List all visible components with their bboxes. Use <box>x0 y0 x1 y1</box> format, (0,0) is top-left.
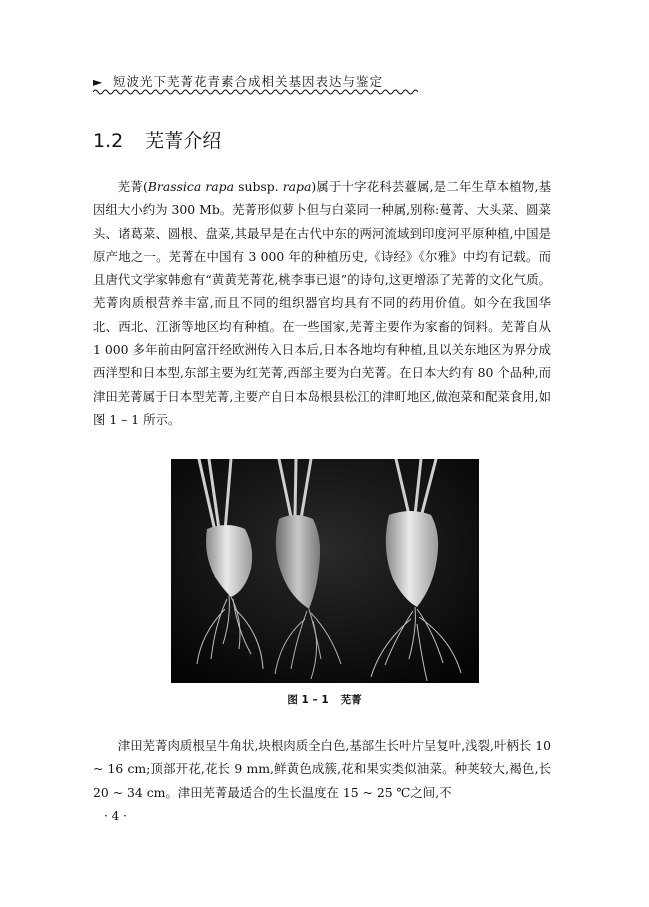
header-arrow-icon: ► <box>93 75 103 89</box>
section-heading <box>93 128 221 154</box>
figure-caption <box>0 693 649 707</box>
figure-caption-text: 芜菁 <box>340 694 362 706</box>
para1-text-b: )属于十字花科芸薹属,是二年生草本植物,基因组大小约为 300 Mb。芜菁形似萝卜但与白菜同一种属,别称:蔓菁、大头菜、圆菜头、诸葛菜、圆根、盘菜,其最早是在古代中东的两河流域到印度河平原种植,中国是原产地之一。芜菁在中国有 3 000 年的种植历史,《诗经》《尔雅》中均有记载。而且唐代文学家韩愈有“黄黄芜菁花,桃李事已退”的诗句,这更增添了芜菁的文化气质。芜菁肉质根营养丰富,而且不同的组织器官均具有不同的药用价值。如今在我国华北、西北、江浙等地区均有种植。在一些国家,芜菁主要作为家畜的饲料。芜菁自从 1 000 多年前由阿富汗经欧洲传入日本后,日本各地均有种植,且以关东地区为界分成西洋型和日本型,东部主要为红芜菁,西部主要为白芜菁。在日本大约有 80 个品种,而津田芜菁属于日本型芜菁,主要产自日本岛根县松江的津町地区,做泡菜和配菜食用,如图 1 – 1 所示。 <box>93 179 551 427</box>
turnip-photo <box>171 459 479 683</box>
para1-latin-subspecies: rapa <box>282 179 312 194</box>
section-number: 1.2 <box>93 130 124 152</box>
body-paragraph-1 <box>93 175 551 437</box>
para1-text-subsp: subsp. <box>233 179 283 194</box>
para1-latin-genus-species: Brassica rapa <box>147 179 234 194</box>
page-number: · 4 · <box>104 809 127 823</box>
figure-number: 图 1 – 1 <box>287 694 329 706</box>
turnip-photo-illustration <box>171 459 479 683</box>
header-wavy-rule <box>93 88 418 96</box>
body-paragraph-2: 津田芜菁肉质根呈牛角状,块根肉质全白色,基部生长叶片呈复叶,浅裂,叶柄长 10 ~ 16 cm;顶部开花,花长 9 mm,鲜黄色成簇,花和果实类似油菜。种荚较大,褐色,长 20 ~ 34 cm。津田芜菁最适合的生长温度在 15 ~ 25 ℃之间,不 <box>93 738 551 800</box>
para1-text-a: 芜菁( <box>117 179 148 194</box>
section-title: 芜菁介绍 <box>145 130 222 152</box>
running-title: 短波光下芜菁花青素合成相关基因表达与鉴定 <box>113 74 384 89</box>
running-header <box>93 71 418 97</box>
